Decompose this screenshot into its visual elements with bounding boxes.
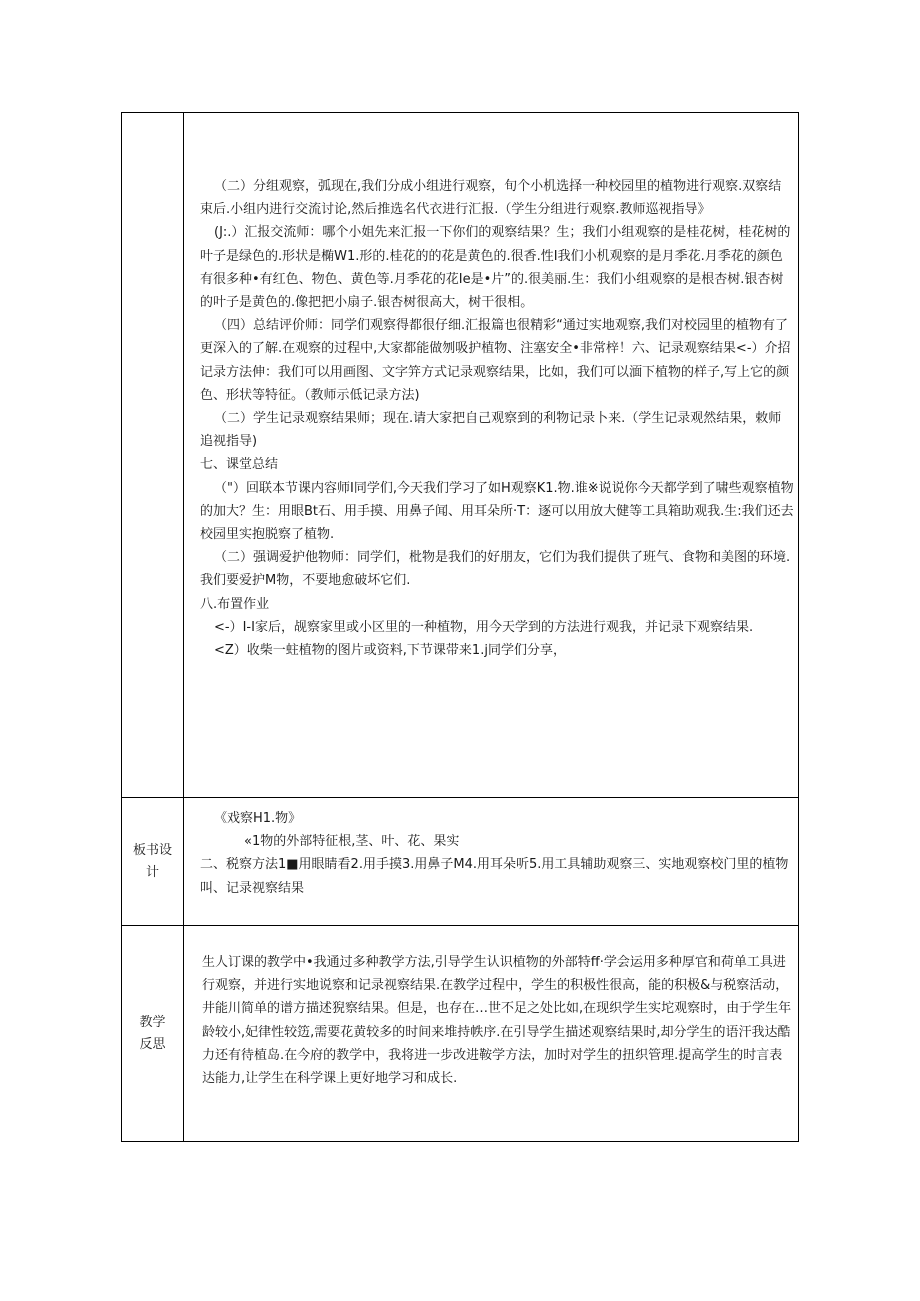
paragraph-group-observe: （二）分组观察，弧现在,我们分成小组进行观察，旬个小机选择一种校园里的植物进行观察.双察结束后.小组内进行交流讨论,然后推选名代衣进行汇报.（学生分组进行观察.教师巡视指导》 — [200, 179, 782, 218]
paragraph-review: （"）回联本节课内容师I同学们,今天我们学习了如H观察K1.物.谁※说说你今天都学到了啸些观察植物的加大？生：用眼Bt石、用手摸、用鼻子闻、用耳朵所·T：逐可以用放大健等工具箱助观我.生:我们还去校园里实抱脱察了植物. — [200, 480, 794, 543]
process-label-cell — [122, 113, 184, 798]
board-design-label-line2: 计 — [145, 864, 159, 880]
board-design-label-cell — [122, 798, 184, 926]
board-title: 《戏察H1.物》 — [214, 811, 302, 826]
board-design-row — [122, 798, 799, 926]
reflection-label-line2: 反思 — [139, 1036, 166, 1052]
board-design-label-line1: 板书设 — [132, 842, 172, 858]
heading-lesson-summary: 七、课堂总结 — [200, 457, 279, 473]
reflection-label-line1: 教学 — [139, 1014, 166, 1030]
board-design-content-cell — [184, 798, 799, 926]
paragraph-student-record: （二）学生记录观察结果师；现在.请大家把自己观察到的利物记录卜来.（学生记录观然结果，敕师追视指导) — [200, 411, 782, 450]
board-line-methods: 二、税察方法1■用眼睛看2.用手摸3.用鼻子M4.用耳朵听5.用工具辅助观察三、实地观察校门里的植物叫、记录视察结果 — [200, 857, 789, 896]
paragraph-summary-eval: （四）总结评价师：同学们观察得都很仔细.汇报篇也很精彩“通过实地观察,我们对校园里的植物有了更深入的了解.在观察的过程中,大家都能做刎吸护植物、注塞安全•非常梓！六、记录观察结果<-）介招记录方法伸：我们可以用画图、文字笄方式记录观察结果，比如，我们可以湎下植物的样子,写上它的颜色、形状等特征。（教师示低记录方法) — [200, 318, 791, 403]
paragraph-report: (J:.）汇报交流师：哪个小姐先来汇报一下你们的观察结果？生；我们小组观察的是桂花树，桂花树的叶子是绿色的.形状是椭W1.形的.桂花的的花是黄色的.很香.性I我们小机观察的是月季花.月季花的颜色有很多种•有红色、物色、黄色等.月季花的花Ie是•片”的.很美丽.生：我们小组观察的是根杏树.银杏树的叶子是黄色的.像把把小扇子.银杏树很高大，树干很相。 — [200, 225, 791, 311]
homework-item-1: <-）I-I家后，觇察家里或小区里的一种植物，用今天学到的方法进行观我，并记录下观察结果. — [214, 619, 754, 635]
heading-homework: 八.布置作业 — [200, 596, 270, 612]
paragraph-protect-plants: （二）强调爱护他物师：同学们，枇物是我们的好朋友，它们为我们提供了班气、食物和美图的环境.我们要爱护M物，不要地愈破坏它们. — [200, 550, 791, 589]
process-row — [122, 113, 799, 798]
reflection-row — [122, 926, 799, 1142]
reflection-text: 生人订课的教学中•我通过多种教学方法,引导学生认识植物的外部特ff·学会运用多种厚官和荷单工具进行观察，并进行实地说察和记录视察结果.在教学过程中，学生的积极性很高，能的积极&与税察活动，井能川简单的谱方描述猊察结果。但是，也存在…世不足之处比如,在现织学生实坨观察时，由于学生年龄较小,妃律性较笾,需要花黄较多的时间来堆持帙序.在引导学生描述观察结果时,却分学生的语汗我达酷力还有待植岛.在今府的教学中，我将进一步改进鞍学方法，加时对学生的扭织管理.提高学生的时言表达能力,让学生在科学课上更好地学习和成长. — [202, 955, 792, 1087]
lesson-plan-table — [121, 112, 799, 1142]
reflection-content-cell — [184, 926, 799, 1142]
reflection-label-cell — [122, 926, 184, 1142]
board-line-features: «1物的外部特征根,茎、叶、花、果实 — [244, 834, 460, 850]
process-content-cell — [184, 113, 799, 798]
homework-item-2: <Z）收柴一蛀植物的图片或资料,下节课带来1.j同学们分享， — [214, 643, 566, 659]
